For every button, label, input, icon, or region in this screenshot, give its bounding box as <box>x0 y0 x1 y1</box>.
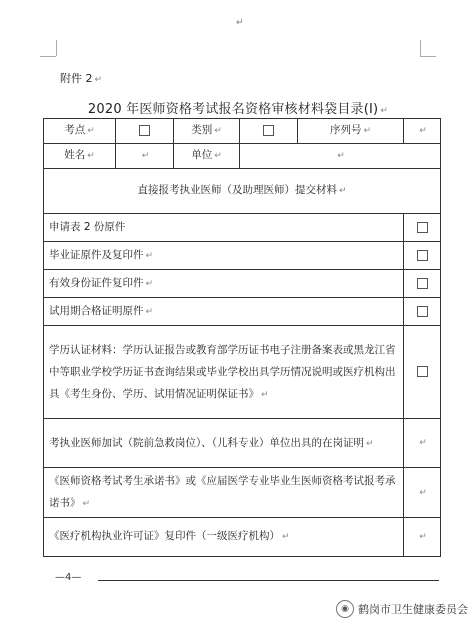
materials-table <box>43 118 441 557</box>
item-checkbox[interactable] <box>417 250 428 261</box>
item-text-cell <box>44 518 404 557</box>
item-text-cell <box>44 214 404 242</box>
page-title-text: 2020 年医师资格考试报名资格审核材料袋目录(I) <box>87 102 379 117</box>
exam-number-value-cell[interactable] <box>116 119 174 144</box>
serial-number-label-cell <box>298 119 404 144</box>
return-mark: ↵ <box>419 438 427 448</box>
return-mark: ↵ <box>282 532 290 542</box>
watermark-text: 鹤岗市卫生健康委员会 <box>358 603 468 616</box>
watermark <box>336 600 468 618</box>
unit-label: 单位 <box>191 149 213 161</box>
item-checkbox[interactable] <box>417 366 428 377</box>
attachment-label-text: 附件 2 <box>60 72 93 85</box>
serial-number-label: 序列号 <box>329 124 362 136</box>
item-check-cell[interactable] <box>404 214 441 242</box>
item-text-cell <box>44 468 404 518</box>
return-mark: ↵ <box>145 278 154 289</box>
section-heading: 直接报考执业医师（及助理医师）提交材料 <box>137 184 337 196</box>
category-value-cell[interactable] <box>240 119 298 144</box>
return-mark: ↵ <box>141 151 150 161</box>
item-text: 《医师资格考试考生承诺书》或《应届医学专业毕业生医师资格考试报考承诺书》 <box>49 475 396 509</box>
return-mark: ↵ <box>380 106 389 116</box>
item-text-cell <box>44 242 404 270</box>
top-return-mark: ↵ <box>236 18 244 28</box>
exam-number-label-cell <box>44 119 116 144</box>
table-row <box>44 270 441 298</box>
page-title <box>0 98 476 117</box>
serial-number-value-cell[interactable] <box>404 119 441 144</box>
item-check-cell[interactable] <box>404 326 441 419</box>
header-row-2 <box>44 144 441 169</box>
category-label-cell <box>174 119 240 144</box>
return-mark: ↵ <box>82 499 91 509</box>
category-label: 类别 <box>191 124 213 136</box>
page-number: —4— <box>55 572 82 583</box>
section-heading-cell <box>44 169 441 214</box>
header-row-1 <box>44 119 441 144</box>
item-text: 申请表 2 份原件 <box>49 221 126 233</box>
item-text-cell <box>44 326 404 419</box>
unit-label-cell <box>174 144 240 169</box>
return-mark: ↵ <box>363 126 372 136</box>
return-mark: ↵ <box>87 126 95 136</box>
item-text: 有效身份证件复印件 <box>49 276 144 289</box>
table-row <box>44 419 441 468</box>
table-row <box>44 468 441 518</box>
table-row <box>44 298 441 326</box>
exam-number-checkbox[interactable] <box>139 125 150 136</box>
crop-mark-top-right-v <box>420 40 421 56</box>
table-row <box>44 214 441 242</box>
category-checkbox[interactable] <box>263 125 274 136</box>
item-checkbox[interactable] <box>417 222 428 233</box>
item-text: 试用期合格证明原件 <box>49 304 144 317</box>
return-mark: ↵ <box>419 532 427 542</box>
return-mark: ↵ <box>214 151 222 161</box>
item-check-cell[interactable] <box>404 518 441 557</box>
return-mark: ↵ <box>366 438 374 449</box>
name-label-cell <box>44 144 116 169</box>
footer-rule <box>98 580 439 581</box>
return-mark: ↵ <box>94 75 103 85</box>
item-text-cell <box>44 419 404 468</box>
exam-number-label: 考点 <box>64 124 86 136</box>
return-mark: ↵ <box>338 186 347 196</box>
item-text: 考执业医师加试（院前急救岗位）、（儿科专业）单位出具的在岗证明 <box>49 436 364 449</box>
attachment-label <box>60 70 102 86</box>
return-mark: ↵ <box>145 250 154 261</box>
return-mark: ↵ <box>87 151 95 161</box>
name-label: 姓名 <box>64 149 86 161</box>
item-text: 毕业证原件及复印件 <box>49 248 144 261</box>
item-checkbox[interactable] <box>417 306 428 317</box>
crop-mark-top-left-v <box>56 40 57 56</box>
item-text-cell <box>44 298 404 326</box>
crop-mark-top-left-h <box>40 56 56 57</box>
return-mark: ↵ <box>337 151 345 161</box>
return-mark: ↵ <box>145 306 154 317</box>
item-text-cell <box>44 270 404 298</box>
item-text: 《医疗机构执业许可证》复印件（一级医疗机构） <box>49 530 280 542</box>
return-mark: ↵ <box>214 126 222 136</box>
table-row <box>44 326 441 419</box>
return-mark: ↵ <box>419 126 427 136</box>
item-check-cell[interactable] <box>404 419 441 468</box>
table-row <box>44 518 441 557</box>
crop-mark-top-right-h <box>420 56 436 57</box>
wechat-channel-icon: ◉ <box>336 600 354 618</box>
unit-value-cell[interactable] <box>240 144 441 169</box>
section-heading-row <box>44 169 441 214</box>
table-row <box>44 242 441 270</box>
item-check-cell[interactable] <box>404 468 441 518</box>
item-check-cell[interactable] <box>404 270 441 298</box>
item-text: 学历认证材料：学历认证报告或教育部学历证书电子注册备案表或黑龙江省中等职业学校学历证书查询结果或毕业学校出具学历情况说明或医疗机构出具《考生身份、学历、试用情况证明保证书》 <box>49 343 396 400</box>
return-mark: ↵ <box>419 487 427 498</box>
return-mark: ↵ <box>261 389 269 400</box>
item-check-cell[interactable] <box>404 242 441 270</box>
item-checkbox[interactable] <box>417 278 428 289</box>
item-check-cell[interactable] <box>404 298 441 326</box>
name-value-cell[interactable] <box>116 144 174 169</box>
